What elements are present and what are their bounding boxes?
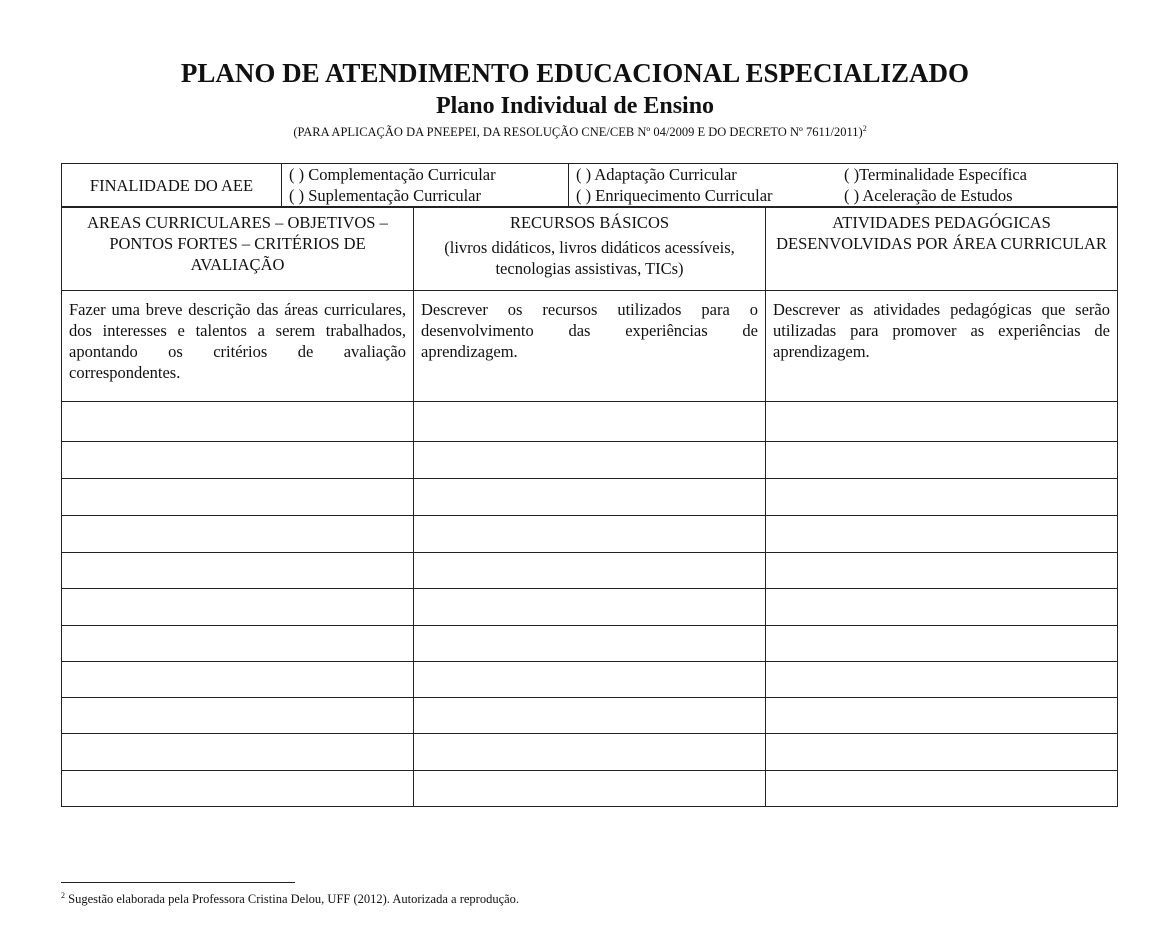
empty-cell[interactable] bbox=[766, 771, 1118, 807]
empty-cell[interactable] bbox=[766, 479, 1118, 516]
option-suplementacao[interactable]: ( ) Suplementação Curricular bbox=[289, 186, 481, 205]
description-areas: Fazer uma breve descrição das áreas curriculares, dos interesses e talentos a serem trabalhados, apontando os critérios de avaliação correspondentes. bbox=[62, 291, 414, 402]
footnote-text: Sugestão elaborada pela Professora Cristina Delou, UFF (2012). Autorizada a reprodução. bbox=[65, 892, 520, 907]
option-adaptacao[interactable]: ( ) Adaptação Curricular bbox=[576, 165, 737, 184]
legal-note bbox=[0, 124, 1160, 140]
empty-cell[interactable] bbox=[62, 553, 414, 589]
empty-cell[interactable] bbox=[62, 589, 414, 626]
finalidade-label: FINALIDADE DO AEE bbox=[62, 164, 282, 207]
empty-cell[interactable] bbox=[62, 626, 414, 662]
footnote-ref: 2 bbox=[862, 124, 867, 133]
empty-cell[interactable] bbox=[414, 698, 766, 734]
description-atividades: Descrever as atividades pedagógicas que serão utilizadas para promover as experiências de aprendizagem. bbox=[766, 291, 1118, 402]
finalidade-col-1 bbox=[282, 164, 569, 207]
empty-cell[interactable] bbox=[414, 402, 766, 442]
finalidade-table bbox=[61, 163, 1118, 207]
plan-table bbox=[61, 207, 1118, 807]
description-row bbox=[62, 291, 1118, 402]
header-row bbox=[62, 208, 1118, 291]
table-row bbox=[62, 442, 1118, 479]
table-row bbox=[62, 771, 1118, 807]
empty-cell[interactable] bbox=[414, 442, 766, 479]
header-recursos bbox=[414, 208, 766, 291]
header-areas: AREAS CURRICULARES – OBJETIVOS – PONTOS FORTES – CRITÉRIOS DE AVALIAÇÃO bbox=[62, 208, 414, 291]
table-row bbox=[62, 553, 1118, 589]
empty-cell[interactable] bbox=[62, 479, 414, 516]
footnote-number: 2 bbox=[61, 891, 65, 900]
table-row bbox=[62, 698, 1118, 734]
empty-cell[interactable] bbox=[414, 662, 766, 698]
document-title: PLANO DE ATENDIMENTO EDUCACIONAL ESPECIALIZADO bbox=[180, 58, 970, 88]
document-subtitle: Plano Individual de Ensino bbox=[435, 93, 715, 119]
footnote bbox=[61, 891, 519, 907]
empty-cell[interactable] bbox=[414, 771, 766, 807]
empty-cell[interactable] bbox=[62, 442, 414, 479]
empty-cell[interactable] bbox=[766, 442, 1118, 479]
empty-cell[interactable] bbox=[414, 589, 766, 626]
legal-note-text: (PARA APLICAÇÃO DA PNEEPEI, DA RESOLUÇÃO CNE/CEB Nº 04/2009 E DO DECRETO Nº 7611/2011) bbox=[293, 125, 863, 140]
header-recursos-sub: (livros didáticos, livros didáticos acessíveis, tecnologias assistivas, TICs) bbox=[444, 238, 735, 278]
empty-cell[interactable] bbox=[62, 662, 414, 698]
header-atividades: ATIVIDADES PEDAGÓGICAS DESENVOLVIDAS POR ÁREA CURRICULAR bbox=[766, 208, 1118, 291]
empty-cell[interactable] bbox=[766, 626, 1118, 662]
description-recursos: Descrever os recursos utilizados para o desenvolvimento das experiências de aprendizagem. bbox=[414, 291, 766, 402]
table-row bbox=[62, 402, 1118, 442]
empty-cell[interactable] bbox=[766, 698, 1118, 734]
empty-cell[interactable] bbox=[766, 516, 1118, 553]
finalidade-col-2 bbox=[569, 164, 1118, 207]
empty-cell[interactable] bbox=[62, 771, 414, 807]
empty-cell[interactable] bbox=[62, 734, 414, 771]
empty-cell[interactable] bbox=[414, 516, 766, 553]
empty-cell[interactable] bbox=[766, 734, 1118, 771]
table-row bbox=[62, 589, 1118, 626]
table-row bbox=[62, 662, 1118, 698]
table-row bbox=[62, 479, 1118, 516]
table-row bbox=[62, 626, 1118, 662]
empty-cell[interactable] bbox=[766, 662, 1118, 698]
empty-cell[interactable] bbox=[766, 553, 1118, 589]
empty-cell[interactable] bbox=[414, 479, 766, 516]
option-complementacao[interactable]: ( ) Complementação Curricular bbox=[289, 165, 496, 184]
option-enriquecimento[interactable]: ( ) Enriquecimento Curricular bbox=[576, 186, 773, 205]
empty-cell[interactable] bbox=[766, 589, 1118, 626]
empty-cell[interactable] bbox=[414, 734, 766, 771]
footnote-divider bbox=[61, 882, 295, 883]
empty-cell[interactable] bbox=[62, 516, 414, 553]
empty-cell[interactable] bbox=[62, 698, 414, 734]
empty-cell[interactable] bbox=[766, 402, 1118, 442]
empty-cell[interactable] bbox=[414, 553, 766, 589]
empty-cell[interactable] bbox=[414, 626, 766, 662]
empty-cell[interactable] bbox=[62, 402, 414, 442]
header-recursos-title: RECURSOS BÁSICOS bbox=[509, 213, 670, 232]
option-terminalidade[interactable]: ( )Terminalidade Específica bbox=[844, 165, 1027, 184]
table-row bbox=[62, 516, 1118, 553]
table-row bbox=[62, 734, 1118, 771]
option-aceleracao[interactable]: ( ) Aceleração de Estudos bbox=[844, 186, 1013, 205]
